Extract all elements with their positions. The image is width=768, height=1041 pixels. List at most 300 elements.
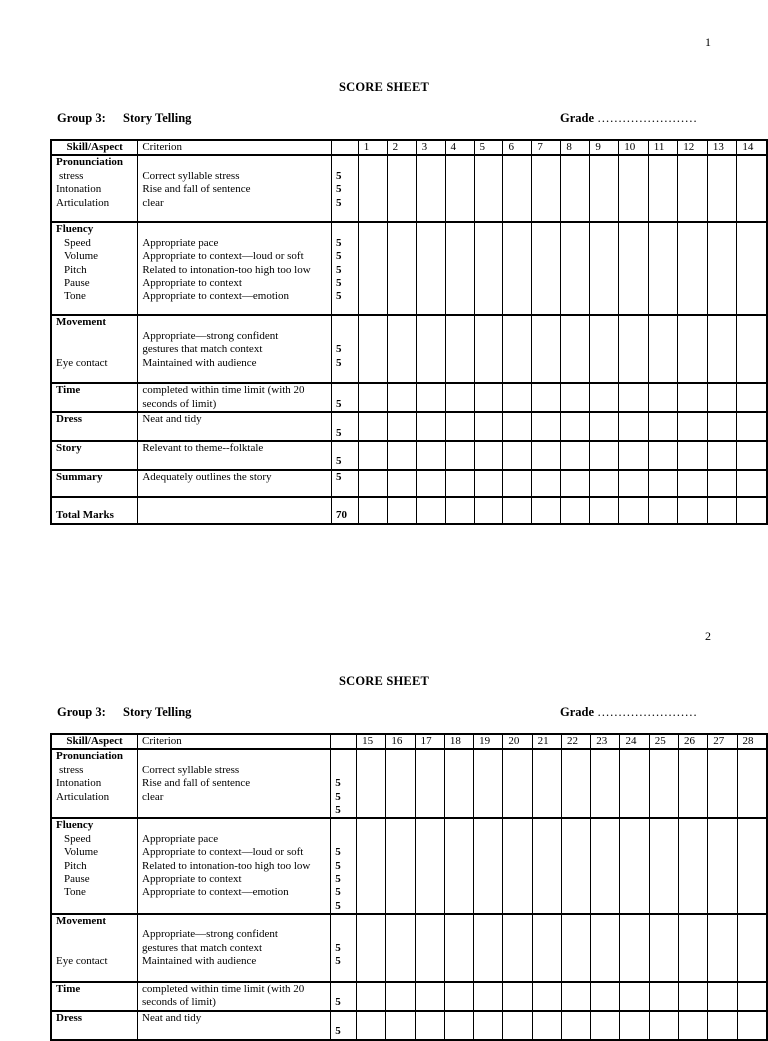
score-cell[interactable]	[590, 412, 619, 441]
score-cell[interactable]	[561, 497, 590, 524]
score-cell[interactable]	[619, 383, 649, 412]
score-cell[interactable]	[561, 818, 590, 914]
criterion-text: Relevant to theme--folktale	[142, 441, 264, 454]
mark-value: 5	[335, 455, 342, 468]
score-cell[interactable]	[445, 470, 474, 497]
score-cell[interactable]	[590, 315, 619, 383]
student-col-header: 19	[474, 734, 503, 749]
score-cell[interactable]	[649, 982, 678, 1011]
score-cell[interactable]	[561, 222, 590, 315]
mark-value: 5	[335, 290, 342, 303]
skill-title: Time	[56, 983, 81, 996]
score-cell[interactable]	[678, 441, 708, 470]
score-cell[interactable]	[678, 470, 708, 497]
student-col-header: 17	[415, 734, 444, 749]
row-pronunciation	[51, 155, 767, 222]
student-col-header: 14	[737, 140, 767, 155]
row-time	[51, 383, 767, 412]
score-cell[interactable]	[387, 470, 416, 497]
score-cell[interactable]	[707, 412, 737, 441]
mark-value: 5	[335, 426, 342, 439]
page-title: SCORE SHEET	[338, 80, 430, 94]
criterion-cell	[138, 412, 332, 441]
criterion-text: Neat and tidy	[142, 413, 202, 426]
score-cell[interactable]	[707, 470, 737, 497]
skill-cell	[51, 1011, 138, 1040]
skill-item: Articulation	[56, 196, 110, 209]
score-cell[interactable]	[357, 1011, 386, 1040]
mark-value: 5	[335, 803, 341, 816]
score-cell[interactable]	[357, 914, 386, 982]
score-cell[interactable]	[386, 982, 415, 1011]
score-cell[interactable]	[415, 818, 444, 914]
student-col-header: 21	[532, 734, 561, 749]
score-cell[interactable]	[619, 222, 649, 315]
score-cell[interactable]	[649, 1011, 678, 1040]
score-cell[interactable]	[445, 222, 474, 315]
score-cell[interactable]	[737, 749, 767, 818]
score-cell[interactable]	[445, 383, 474, 412]
score-cell[interactable]	[532, 315, 561, 383]
score-cell[interactable]	[679, 1011, 708, 1040]
score-cell[interactable]	[590, 441, 619, 470]
score-cell[interactable]	[737, 222, 767, 315]
score-cell[interactable]	[416, 412, 445, 441]
score-cell[interactable]	[445, 315, 474, 383]
criterion-text: completed within time limit (with 20	[142, 983, 305, 996]
score-cell[interactable]	[737, 441, 767, 470]
student-col-header: 24	[620, 734, 649, 749]
score-cell[interactable]	[648, 497, 677, 524]
score-cell[interactable]	[474, 383, 503, 412]
skill-title: Time	[56, 384, 81, 397]
student-col-header: 4	[445, 140, 474, 155]
student-col-header: 1	[358, 140, 387, 155]
score-cell[interactable]	[737, 155, 767, 222]
score-cell[interactable]	[679, 818, 708, 914]
score-cell[interactable]	[474, 982, 503, 1011]
score-cell[interactable]	[708, 982, 737, 1011]
skill-title: Movement	[56, 915, 107, 928]
criterion-cell	[138, 470, 332, 497]
marks-cell	[331, 222, 358, 315]
student-col-header: 28	[737, 734, 767, 749]
score-cell[interactable]	[737, 914, 767, 982]
score-cell[interactable]	[532, 1011, 561, 1040]
score-cell[interactable]	[737, 818, 767, 914]
skill-cell	[51, 412, 138, 441]
score-cell[interactable]	[648, 470, 677, 497]
skill-item: Intonation	[56, 777, 102, 790]
score-cell[interactable]	[474, 749, 503, 818]
score-cell[interactable]	[649, 914, 678, 982]
score-cell[interactable]	[619, 441, 649, 470]
skill-item: Intonation	[56, 183, 102, 196]
score-cell[interactable]	[387, 412, 416, 441]
score-cell[interactable]	[358, 497, 387, 524]
score-cell[interactable]	[416, 441, 445, 470]
score-cell[interactable]	[444, 914, 473, 982]
score-cell[interactable]	[532, 441, 561, 470]
skill-title: Fluency	[56, 819, 94, 832]
criterion-text: Appropriate to context	[142, 276, 242, 289]
mark-value: 5	[335, 169, 342, 182]
score-cell[interactable]	[503, 155, 532, 222]
criterion-text: Correct syllable stress	[142, 763, 240, 776]
criterion-text: Appropriate to context—emotion	[142, 290, 289, 303]
score-cell[interactable]	[474, 914, 503, 982]
grade-label: Grade	[560, 111, 595, 125]
score-cell[interactable]	[590, 383, 619, 412]
criterion-text: Appropriate pace	[142, 236, 219, 249]
mark-value: 5	[335, 872, 341, 885]
score-cell[interactable]	[415, 749, 444, 818]
score-cell[interactable]	[737, 1011, 767, 1040]
score-cell[interactable]	[708, 818, 737, 914]
table-header-row	[51, 734, 767, 749]
score-cell[interactable]	[532, 982, 561, 1011]
marks-cell	[331, 412, 358, 441]
score-cell[interactable]	[444, 982, 473, 1011]
criterion-text: Appropriate—strong confident	[142, 928, 278, 941]
skill-item: stress	[59, 763, 84, 776]
score-cell[interactable]	[358, 412, 387, 441]
score-cell[interactable]	[591, 982, 620, 1011]
score-cell[interactable]	[620, 914, 649, 982]
score-cell[interactable]	[474, 497, 503, 524]
score-cell[interactable]	[358, 441, 387, 470]
score-cell[interactable]	[415, 1011, 444, 1040]
criterion-text: completed within time limit (with 20	[142, 384, 305, 397]
score-cell[interactable]	[386, 818, 415, 914]
skill-cell	[51, 383, 138, 412]
score-cell[interactable]	[648, 441, 677, 470]
score-cell[interactable]	[445, 155, 474, 222]
score-cell[interactable]	[648, 383, 677, 412]
total-mark-value: 70	[335, 509, 347, 522]
score-table	[50, 733, 768, 1041]
header-skill: Skill/Aspect	[51, 140, 138, 155]
row-story	[51, 441, 767, 470]
score-cell[interactable]	[358, 155, 387, 222]
score-cell[interactable]	[415, 914, 444, 982]
score-cell[interactable]	[386, 914, 415, 982]
group-name: Story Telling	[123, 111, 192, 125]
header-skill: Skill/Aspect	[51, 734, 138, 749]
score-cell[interactable]	[532, 155, 561, 222]
score-cell[interactable]	[532, 497, 561, 524]
score-cell[interactable]	[620, 818, 649, 914]
score-cell[interactable]	[386, 749, 415, 818]
score-cell[interactable]	[648, 222, 677, 315]
score-cell[interactable]	[561, 470, 590, 497]
row-movement	[51, 914, 767, 982]
score-cell[interactable]	[591, 818, 620, 914]
score-cell[interactable]	[648, 412, 677, 441]
score-cell[interactable]	[737, 982, 767, 1011]
score-cell[interactable]	[503, 497, 532, 524]
score-cell[interactable]	[737, 497, 767, 524]
score-cell[interactable]	[532, 412, 561, 441]
header-criterion: Criterion	[138, 140, 332, 155]
score-cell[interactable]	[474, 441, 503, 470]
score-cell[interactable]	[416, 222, 445, 315]
score-cell[interactable]	[619, 155, 649, 222]
score-cell[interactable]	[678, 315, 708, 383]
student-col-header: 3	[416, 140, 445, 155]
mark-value: 5	[335, 356, 342, 369]
grade-dots: ……………………	[597, 111, 698, 125]
score-cell[interactable]	[416, 155, 445, 222]
score-cell[interactable]	[678, 412, 708, 441]
skill-item: Eye contact	[56, 955, 108, 968]
marks-cell	[331, 497, 358, 524]
score-cell[interactable]	[503, 315, 532, 383]
score-cell[interactable]	[679, 982, 708, 1011]
score-cell[interactable]	[737, 470, 767, 497]
score-cell[interactable]	[737, 383, 767, 412]
marks-cell	[331, 749, 357, 818]
score-cell[interactable]	[737, 412, 767, 441]
score-cell[interactable]	[707, 222, 737, 315]
score-cell[interactable]	[474, 818, 503, 914]
criterion-text: gestures that match context	[142, 343, 263, 356]
score-cell[interactable]	[649, 818, 678, 914]
row-total	[51, 497, 767, 524]
score-cell[interactable]	[707, 383, 737, 412]
score-cell[interactable]	[679, 749, 708, 818]
marks-cell	[331, 470, 358, 497]
skill-item: Speed	[64, 236, 91, 249]
score-cell[interactable]	[532, 914, 561, 982]
score-cell[interactable]	[357, 749, 386, 818]
student-col-header: 10	[619, 140, 649, 155]
page-number: 1	[705, 35, 711, 49]
score-cell[interactable]	[648, 315, 677, 383]
score-cell[interactable]	[503, 914, 532, 982]
score-cell[interactable]	[503, 222, 532, 315]
score-cell[interactable]	[707, 315, 737, 383]
score-cell[interactable]	[532, 222, 561, 315]
score-cell[interactable]	[474, 155, 503, 222]
criterion-cell	[138, 497, 332, 524]
mark-value: 5	[335, 250, 342, 263]
score-cell[interactable]	[590, 222, 619, 315]
score-cell[interactable]	[737, 315, 767, 383]
score-cell[interactable]	[619, 412, 649, 441]
mark-value: 5	[335, 1025, 341, 1038]
criterion-text: Rise and fall of sentence	[142, 777, 251, 790]
score-cell[interactable]	[358, 470, 387, 497]
score-cell[interactable]	[708, 1011, 737, 1040]
score-cell[interactable]	[503, 412, 532, 441]
marks-cell	[331, 155, 358, 222]
student-col-header: 5	[474, 140, 503, 155]
score-cell[interactable]	[561, 1011, 590, 1040]
score-cell[interactable]	[387, 222, 416, 315]
score-cell[interactable]	[503, 749, 532, 818]
skill-cell	[51, 818, 138, 914]
criterion-text: seconds of limit)	[142, 996, 216, 1009]
score-cell[interactable]	[648, 155, 677, 222]
score-cell[interactable]	[561, 982, 590, 1011]
criterion-text: Maintained with audience	[142, 356, 257, 369]
score-cell[interactable]	[620, 749, 649, 818]
score-cell[interactable]	[416, 470, 445, 497]
score-cell[interactable]	[503, 982, 532, 1011]
score-cell[interactable]	[707, 155, 737, 222]
mark-value: 5	[335, 899, 341, 912]
score-cell[interactable]	[707, 497, 737, 524]
skill-item: Eye contact	[56, 356, 108, 369]
row-fluency	[51, 818, 767, 914]
score-cell[interactable]	[591, 914, 620, 982]
score-cell[interactable]	[445, 412, 474, 441]
marks-cell	[331, 1011, 357, 1040]
score-cell[interactable]	[678, 497, 708, 524]
score-cell[interactable]	[357, 818, 386, 914]
score-cell[interactable]	[503, 470, 532, 497]
student-col-header: 23	[591, 734, 620, 749]
student-col-header: 18	[444, 734, 473, 749]
score-cell[interactable]	[561, 412, 590, 441]
score-cell[interactable]	[387, 155, 416, 222]
table-header-row	[51, 140, 767, 155]
mark-value: 5	[335, 955, 341, 968]
score-cell[interactable]	[416, 497, 445, 524]
score-cell[interactable]	[387, 315, 416, 383]
score-cell[interactable]	[590, 155, 619, 222]
score-cell[interactable]	[503, 441, 532, 470]
score-cell[interactable]	[474, 315, 503, 383]
marks-cell	[331, 315, 358, 383]
student-col-header: 6	[503, 140, 532, 155]
score-cell[interactable]	[503, 818, 532, 914]
mark-value: 5	[335, 941, 341, 954]
marks-cell	[331, 982, 357, 1011]
score-cell[interactable]	[561, 315, 590, 383]
score-cell[interactable]	[591, 749, 620, 818]
score-cell[interactable]	[358, 315, 387, 383]
skill-cell	[51, 470, 138, 497]
score-cell[interactable]	[678, 222, 708, 315]
score-cell[interactable]	[532, 383, 561, 412]
score-cell[interactable]	[416, 315, 445, 383]
score-cell[interactable]	[503, 1011, 532, 1040]
score-cell[interactable]	[416, 383, 445, 412]
score-cell[interactable]	[561, 441, 590, 470]
score-cell[interactable]	[708, 749, 737, 818]
grade-label: Grade	[560, 705, 595, 719]
score-cell[interactable]	[649, 749, 678, 818]
score-cell[interactable]	[561, 155, 590, 222]
skill-item: Tone	[64, 290, 86, 303]
score-cell[interactable]	[474, 1011, 503, 1040]
skill-item: Pause	[64, 872, 90, 885]
criterion-text: Neat and tidy	[142, 1011, 202, 1024]
score-cell[interactable]	[678, 155, 708, 222]
skill-item: Pitch	[64, 859, 87, 872]
score-cell[interactable]	[358, 383, 387, 412]
score-cell[interactable]	[387, 441, 416, 470]
mark-value: 5	[335, 397, 342, 410]
score-cell[interactable]	[387, 497, 416, 524]
score-cell[interactable]	[386, 1011, 415, 1040]
criterion-text: Correct syllable stress	[142, 169, 240, 182]
skill-cell	[51, 914, 138, 982]
score-cell[interactable]	[444, 818, 473, 914]
score-cell[interactable]	[503, 383, 532, 412]
criterion-cell	[138, 155, 332, 222]
page-number: 2	[705, 629, 711, 643]
grade-field	[560, 705, 697, 720]
score-cell[interactable]	[708, 914, 737, 982]
score-cell[interactable]	[474, 222, 503, 315]
score-cell[interactable]	[619, 315, 649, 383]
score-cell[interactable]	[590, 470, 619, 497]
skill-title: Pronunciation	[56, 156, 124, 169]
mark-value: 5	[335, 343, 342, 356]
score-cell[interactable]	[474, 470, 503, 497]
score-cell[interactable]	[707, 441, 737, 470]
score-cell[interactable]	[532, 749, 561, 818]
skill-cell	[51, 982, 138, 1011]
score-cell[interactable]	[532, 470, 561, 497]
score-cell[interactable]	[444, 1011, 473, 1040]
score-cell[interactable]	[590, 497, 619, 524]
score-cell[interactable]	[591, 1011, 620, 1040]
grade-field	[560, 111, 697, 126]
score-cell[interactable]	[619, 497, 649, 524]
skill-cell	[51, 155, 138, 222]
skill-item: Articulation	[56, 790, 110, 803]
mark-value: 5	[335, 790, 341, 803]
score-cell[interactable]	[358, 222, 387, 315]
student-col-header: 26	[679, 734, 708, 749]
score-cell[interactable]	[620, 1011, 649, 1040]
score-cell[interactable]	[444, 749, 473, 818]
score-cell[interactable]	[445, 441, 474, 470]
grade-dots: ……………………	[597, 705, 698, 719]
skill-title: Total Marks	[56, 509, 114, 522]
score-cell[interactable]	[679, 914, 708, 982]
score-cell[interactable]	[619, 470, 649, 497]
header-marks	[331, 734, 357, 749]
score-cell[interactable]	[678, 383, 708, 412]
score-cell[interactable]	[387, 383, 416, 412]
criterion-cell	[138, 315, 332, 383]
header-marks	[331, 140, 358, 155]
criterion-text: Adequately outlines the story	[142, 470, 272, 483]
skill-cell	[51, 441, 138, 470]
score-cell[interactable]	[561, 914, 590, 982]
criterion-text: Appropriate to context—emotion	[142, 886, 289, 899]
score-cell[interactable]	[561, 749, 590, 818]
score-cell[interactable]	[474, 412, 503, 441]
score-cell[interactable]	[620, 982, 649, 1011]
score-cell[interactable]	[415, 982, 444, 1011]
criterion-cell	[138, 982, 331, 1011]
mark-value: 5	[335, 276, 342, 289]
criterion-cell	[138, 222, 332, 315]
score-cell[interactable]	[445, 497, 474, 524]
score-cell[interactable]	[532, 818, 561, 914]
student-col-header: 13	[707, 140, 737, 155]
score-cell[interactable]	[357, 982, 386, 1011]
score-cell[interactable]	[561, 383, 590, 412]
skill-cell	[51, 749, 138, 818]
skill-item: Volume	[64, 250, 99, 263]
